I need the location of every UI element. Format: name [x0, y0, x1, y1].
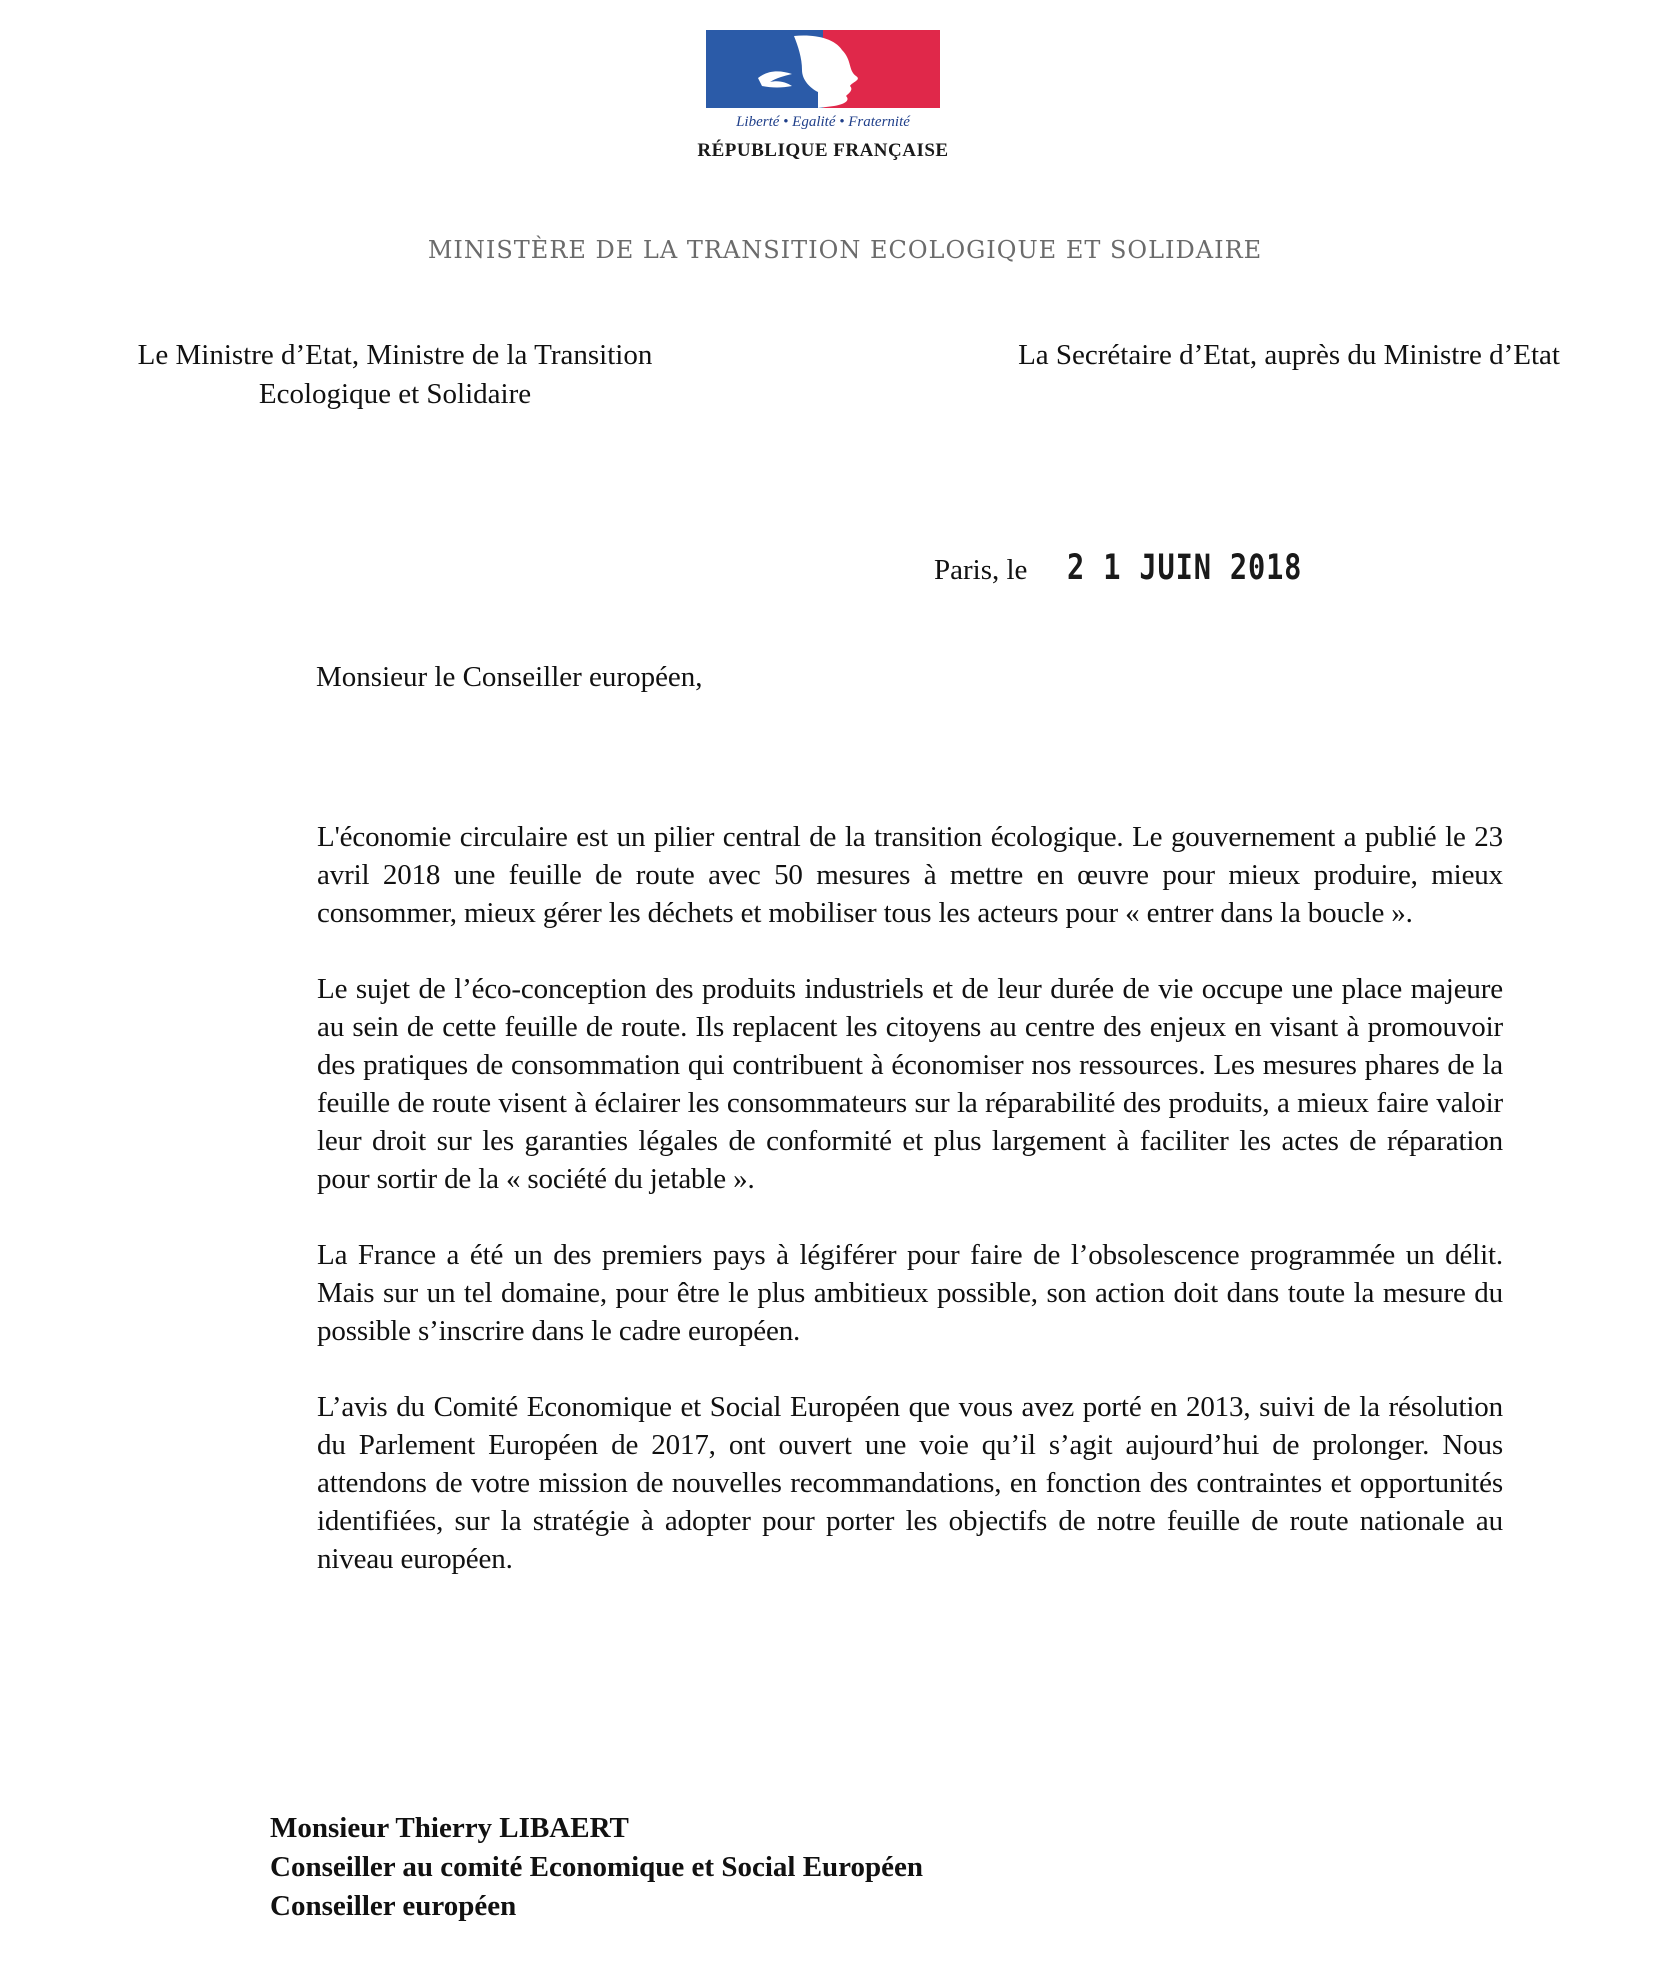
marianne-logo — [706, 30, 940, 108]
date-prefix: Paris, le — [934, 554, 1028, 586]
republic-title: RÉPUBLIQUE FRANÇAISE — [697, 140, 949, 161]
sender-minister-line: Le Ministre d’Etat, Ministre de la Transition — [137, 339, 653, 371]
recipient-name: Monsieur Thierry LIBAERT — [270, 1812, 629, 1844]
salutation: Monsieur le Conseiller européen, — [316, 661, 703, 693]
republic-motto: Liberté • Egalité • Fraternité — [736, 114, 910, 130]
sender-secretary: La Secrétaire d’Etat, auprès du Ministre d’Etat — [1018, 339, 1560, 371]
recipient-role: Conseiller au comité Economique et Social Européen — [270, 1851, 924, 1883]
paragraph: L'économie circulaire est un pilier central de la transition écologique. Le gouvernement a publié le 23 avril 2018 une feuille de route avec 50 mesures à mettre en œuvre pour mieux produire, mieux consommer, mieux gérer les déchets et mobiliser tous les acteurs pour « entrer dans la boucle ». — [317, 821, 1503, 929]
date-line — [934, 548, 1354, 592]
paragraph: Le sujet de l’éco-conception des produits industriels et de leur durée de vie occupe une place majeure au sein de cette feuille de route. Ils replacent les citoyens au centre des enjeux en visant à promouvoir des pratiques de consommation qui contribuent à économiser nos ressources. Les mesures phares de la feuille de route visent à éclairer les consommateurs sur la réparabilité des produits, a mieux faire valoir leur droit sur les garanties légales de conformité et plus largement à faciliter les actes de réparation pour sortir de la « société du jetable ». — [317, 973, 1503, 1195]
paragraph: La France a été un des premiers pays à légiférer pour faire de l’obsolescence programmée un délit. Mais sur un tel domaine, pour être le plus ambitieux possible, son action doit dans toute la mesure du possible s’inscrire dans le cadre européen. — [317, 1239, 1503, 1347]
letter-body — [317, 818, 1503, 1616]
ministry-title: MINISTÈRE DE LA TRANSITION ECOLOGIQUE ET SOLIDAIRE — [427, 236, 1263, 264]
recipient-block — [270, 1809, 923, 1926]
date-stamp: 2 1 JUIN 2018 — [1067, 548, 1303, 588]
recipient-title: Conseiller européen — [270, 1890, 517, 1922]
sender-minister — [100, 336, 690, 414]
paragraph: L’avis du Comité Economique et Social Européen que vous avez porté en 2013, suivi de la résolution du Parlement Européen de 2017, ont ouvert une voie qu’il s’agit aujourd’hui de prolonger. Nous attendons de votre mission de nouvelles recommandations, en fonction des contraintes et opportunités identifiées, sur la stratégie à adopter pour porter les objectifs de notre feuille de route nationale au niveau européen. — [317, 1391, 1503, 1575]
sender-minister-line: Ecologique et Solidaire — [258, 378, 532, 410]
